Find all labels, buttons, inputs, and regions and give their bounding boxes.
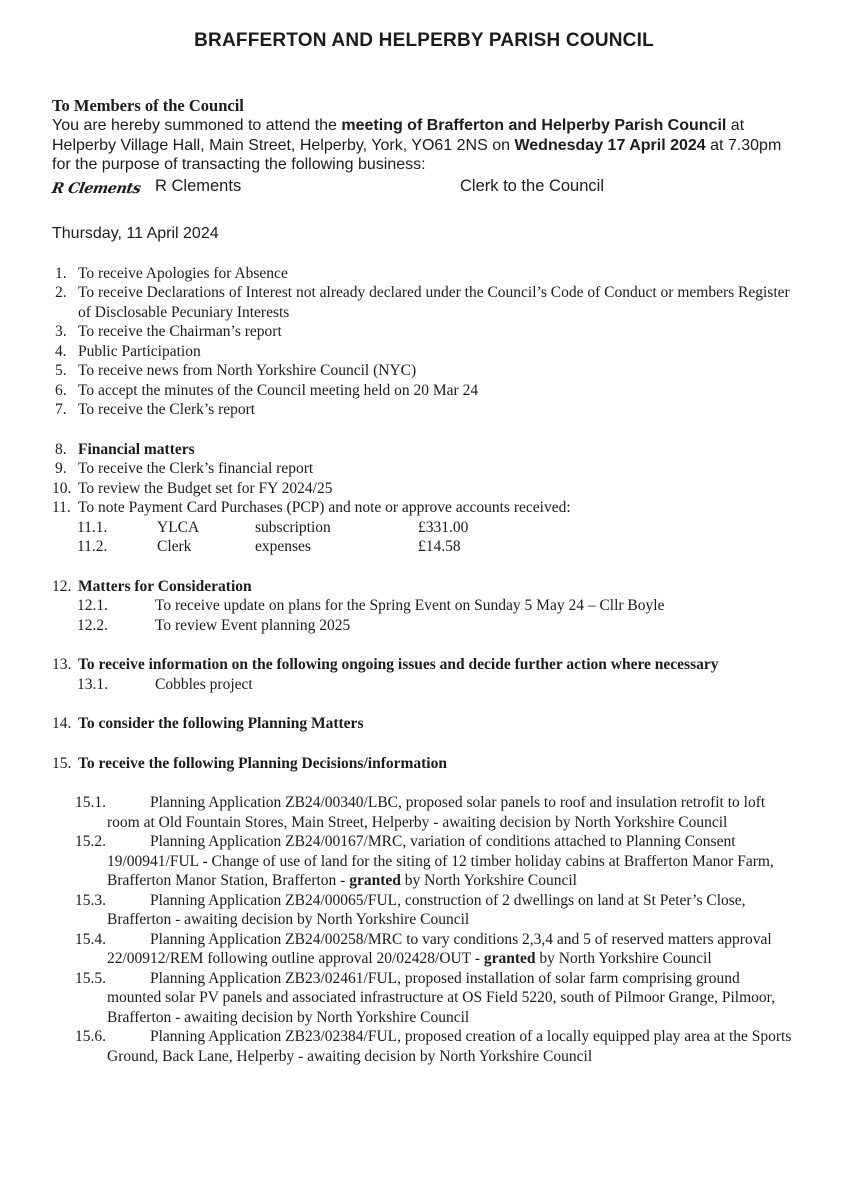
item-number: 10. bbox=[52, 479, 72, 497]
sub-item-number: 12.1. bbox=[77, 597, 108, 614]
issue-date: Thursday, 11 April 2024 bbox=[52, 224, 219, 242]
decision-text-before: Planning Application ZB23/02461/FUL, proposed installation of solar farm comprising ground mounted solar PV panels and associated infrastructure at OS Field 5220, south of Pilmoor Grange, Pilmoor, Brafferton - awaiting decision by North Yorkshire Council bbox=[107, 969, 776, 1026]
item-text: Public Participation bbox=[78, 342, 201, 360]
sub-item-text: Cobbles project bbox=[155, 675, 253, 693]
agenda-item-4 bbox=[52, 342, 796, 362]
agenda-item-11 bbox=[52, 498, 796, 518]
agenda-sub-item-12-1 bbox=[52, 596, 796, 616]
item-number: 12. bbox=[52, 577, 72, 595]
payment-description: expenses bbox=[255, 538, 311, 555]
item-text: To receive information on the following ongoing issues and decide further action where necessary bbox=[78, 656, 719, 673]
item-number: 5. bbox=[55, 362, 67, 379]
decision-number: 15.4. bbox=[75, 930, 106, 948]
decision-status-bold: granted bbox=[483, 950, 536, 967]
agenda-item-12 bbox=[52, 577, 796, 597]
decision-text-before: Planning Application ZB24/00258/MRC to vary conditions 2,3,4 and 5 of reserved matters approval 22/00912/REM following outline approval 20/02428/OUT - bbox=[107, 930, 772, 967]
item-number: 8. bbox=[55, 440, 67, 458]
decision-text-before: Planning Application ZB23/02384/FUL, proposed creation of a locally equipped play area at the Sports Ground, Back Lane, Helperby - awaiting decision by North Yorkshire Council bbox=[107, 1028, 792, 1065]
decision-number: 15.6. bbox=[75, 1028, 106, 1045]
decision-number: 15.5. bbox=[75, 969, 106, 987]
planning-decision-15-5 bbox=[52, 969, 796, 1028]
decision-text bbox=[107, 931, 772, 968]
decision-text-after: by North Yorkshire Council bbox=[400, 872, 577, 889]
agenda-item-6 bbox=[52, 381, 796, 401]
item-text: To receive the following Planning Decisions/information bbox=[78, 754, 447, 772]
clerk-role-label: Clerk to the Council bbox=[460, 176, 604, 195]
agenda-item-13 bbox=[52, 655, 796, 675]
summons-text-3: at 7.30pm for the purpose of transacting the following business: bbox=[52, 136, 782, 173]
decision-number: 15.3. bbox=[75, 891, 106, 909]
summons-text-1: You are hereby summoned to attend the bbox=[52, 117, 342, 134]
payment-payee: YLCA bbox=[157, 518, 200, 536]
item-number: 11. bbox=[52, 499, 71, 516]
summons-date-bold: Wednesday 17 April 2024 bbox=[514, 136, 706, 154]
item-number: 15. bbox=[52, 754, 72, 772]
agenda-sub-item-12-2 bbox=[52, 616, 796, 636]
planning-decision-15-3 bbox=[52, 891, 796, 930]
page-title: BRAFFERTON AND HELPERBY PARISH COUNCIL bbox=[194, 30, 654, 51]
decision-text bbox=[107, 794, 765, 831]
payment-row-2 bbox=[52, 537, 796, 557]
decision-status-bold: granted bbox=[349, 872, 401, 889]
summons-section bbox=[52, 96, 796, 198]
planning-decision-15-1 bbox=[52, 793, 796, 832]
item-number: 9. bbox=[55, 460, 67, 477]
decision-text bbox=[107, 970, 775, 1026]
item-text: To accept the minutes of the Council meeting held on 20 Mar 24 bbox=[78, 381, 479, 399]
decision-text-before: Planning Application ZB24/00167/MRC, variation of conditions attached to Planning Consent 19/00941/FUL - Change of use of land for the siting of 12 timber holiday cabins at Brafferton Manor Farm, Brafferton Manor Station, Brafferton - bbox=[107, 833, 774, 889]
payment-description: subscription bbox=[255, 518, 331, 536]
decision-text bbox=[107, 1028, 791, 1065]
summons-text-2: at Helperby Village Hall, Main Street, Helperby, York, YO61 2NS on bbox=[52, 117, 745, 154]
item-text: To note Payment Card Purchases (PCP) and note or approve accounts received: bbox=[78, 499, 571, 516]
item-number: 4. bbox=[55, 342, 67, 360]
planning-decision-15-6 bbox=[52, 1027, 796, 1066]
agenda-item-15 bbox=[52, 754, 796, 774]
item-number: 3. bbox=[55, 323, 67, 340]
item-number: 7. bbox=[55, 401, 67, 418]
item-number: 13. bbox=[52, 656, 72, 673]
summons-meeting-bold: meeting of Brafferton and Helperby Parish Council bbox=[341, 117, 727, 134]
item-text: To review the Budget set for FY 2024/25 bbox=[78, 479, 333, 497]
planning-decision-15-4 bbox=[52, 930, 796, 969]
agenda-sub-item-13-1 bbox=[52, 675, 796, 695]
agenda-item-14 bbox=[52, 714, 796, 734]
item-text: To receive the Clerk’s financial report bbox=[78, 460, 314, 477]
sub-item-number: 12.2. bbox=[77, 616, 108, 634]
payment-row-1 bbox=[52, 518, 796, 538]
decision-text bbox=[107, 892, 746, 929]
sub-item-number: 13.1. bbox=[77, 675, 108, 693]
decision-number: 15.1. bbox=[75, 794, 106, 811]
item-text: To receive the Clerk’s report bbox=[78, 401, 256, 418]
signature-printed-name: R Clements bbox=[155, 176, 242, 195]
payment-number: 11.2. bbox=[77, 538, 108, 555]
sub-item-text: To receive update on plans for the Spring Event on Sunday 5 May 24 – Cllr Boyle bbox=[155, 597, 665, 614]
payment-amount: £14.58 bbox=[418, 538, 461, 555]
agenda-item-2 bbox=[52, 283, 796, 322]
planning-decision-15-2 bbox=[52, 832, 796, 891]
item-text: Financial matters bbox=[78, 440, 195, 458]
item-text: To receive news from North Yorkshire Council (NYC) bbox=[78, 362, 417, 379]
item-number: 14. bbox=[52, 715, 72, 732]
agenda-item-8 bbox=[52, 440, 796, 460]
payment-amount: £331.00 bbox=[418, 518, 469, 536]
summons-heading: To Members of the Council bbox=[52, 96, 244, 115]
decision-text-before: Planning Application ZB24/00340/LBC, proposed solar panels to roof and insulation retrofit to loft room at Old Fountain Stores, Main Street, Helperby - awaiting decision by North Yorkshire Council bbox=[107, 794, 766, 831]
decision-text-after: by North Yorkshire Council bbox=[535, 950, 712, 967]
item-number: 2. bbox=[55, 284, 67, 301]
sub-item-text: To review Event planning 2025 bbox=[155, 616, 351, 634]
item-text: To receive Declarations of Interest not already declared under the Council’s Code of Conduct or members Register of Disclosable Pecuniary Interests bbox=[78, 284, 790, 321]
item-text: To consider the following Planning Matters bbox=[78, 715, 364, 732]
item-number: 6. bbox=[55, 381, 67, 399]
item-number: 1. bbox=[55, 264, 67, 282]
agenda-item-1 bbox=[52, 264, 796, 284]
agenda-item-10 bbox=[52, 479, 796, 499]
decision-text-before: Planning Application ZB24/00065/FUL, construction of 2 dwellings on land at St Peter’s Close, Brafferton - awaiting decision by North Yorkshire Council bbox=[107, 891, 746, 928]
agenda-item-5 bbox=[52, 361, 796, 381]
agenda-item-7 bbox=[52, 400, 796, 420]
item-text: Matters for Consideration bbox=[78, 577, 252, 595]
summons-paragraph bbox=[52, 116, 796, 175]
item-text: To receive Apologies for Absence bbox=[78, 264, 288, 282]
decision-text bbox=[107, 833, 774, 889]
signature-row bbox=[52, 175, 796, 198]
payment-payee: Clerk bbox=[157, 538, 192, 555]
agenda-list bbox=[52, 264, 796, 1067]
agenda-item-3 bbox=[52, 322, 796, 342]
planning-decisions-list bbox=[52, 793, 796, 1066]
decision-number: 15.2. bbox=[75, 833, 106, 850]
item-text: To receive the Chairman’s report bbox=[78, 323, 282, 340]
signature-handwriting: R Clements bbox=[50, 179, 142, 197]
agenda-item-9 bbox=[52, 459, 796, 479]
payment-number: 11.1. bbox=[77, 518, 108, 536]
